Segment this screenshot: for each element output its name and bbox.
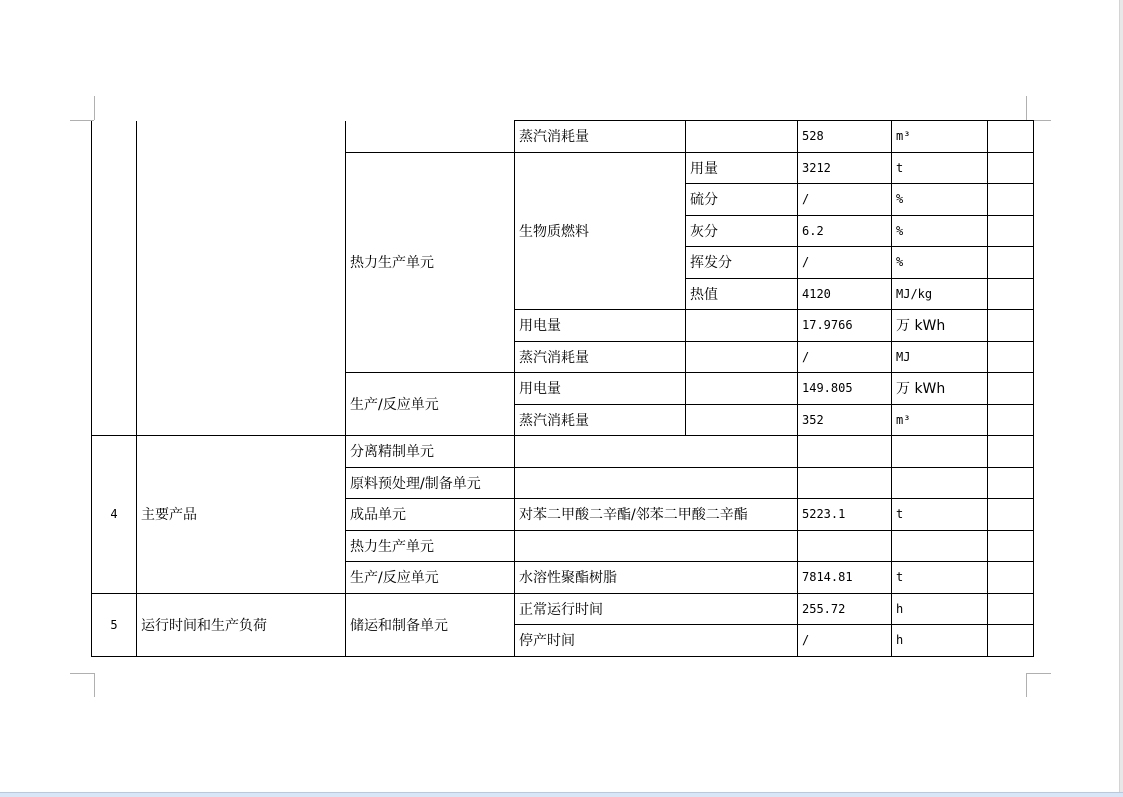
unit-cell: t (892, 499, 988, 531)
value-cell (798, 530, 892, 562)
item-cell: 用电量 (515, 373, 686, 405)
note-cell (988, 467, 1034, 499)
note-cell (988, 341, 1034, 373)
note-cell (988, 404, 1034, 436)
sub-item-cell (686, 404, 798, 436)
unit-cell-continued (346, 121, 515, 153)
note-cell (988, 215, 1034, 247)
unit-cell: h (892, 593, 988, 625)
unit-cell (892, 467, 988, 499)
no-cell-continued (92, 121, 137, 436)
value-cell: 6.2 (798, 215, 892, 247)
section-no-cell: 5 (92, 593, 137, 656)
item-cell: 用电量 (515, 310, 686, 342)
sub-item-cell: 硫分 (686, 184, 798, 216)
crop-mark-bottom-right-v (1026, 673, 1027, 697)
product-cell (515, 467, 798, 499)
item-cell: 生物质燃料 (515, 152, 686, 310)
note-cell (988, 625, 1034, 657)
unit-cell: % (892, 247, 988, 279)
note-cell (988, 593, 1034, 625)
value-cell: / (798, 247, 892, 279)
unit-cell: m³ (892, 404, 988, 436)
product-cell (515, 436, 798, 468)
value-cell: 528 (798, 121, 892, 153)
unit-cell: t (892, 562, 988, 594)
unit-name-cell: 热力生产单元 (346, 152, 515, 373)
crop-mark-bottom-left-h (70, 673, 94, 674)
unit-cell: m³ (892, 121, 988, 153)
value-cell (798, 467, 892, 499)
sub-item-cell (686, 121, 798, 153)
note-cell (988, 436, 1034, 468)
unit-name-cell: 成品单元 (346, 499, 515, 531)
item-cell: 停产时间 (515, 625, 798, 657)
table-row (92, 593, 1034, 625)
bottom-status-strip (0, 792, 1123, 797)
unit-name-cell: 原料预处理/制备单元 (346, 467, 515, 499)
note-cell (988, 310, 1034, 342)
unit-cell: MJ (892, 341, 988, 373)
sub-item-cell (686, 341, 798, 373)
unit-cell: MJ/kg (892, 278, 988, 310)
vertical-scrollbar[interactable] (1119, 0, 1123, 797)
value-cell: 7814.81 (798, 562, 892, 594)
product-cell: 对苯二甲酸二辛酯/邻苯二甲酸二辛酯 (515, 499, 798, 531)
unit-cell (892, 530, 988, 562)
value-cell: 4120 (798, 278, 892, 310)
value-cell: 255.72 (798, 593, 892, 625)
table-row (92, 436, 1034, 468)
note-cell (988, 562, 1034, 594)
note-cell (988, 247, 1034, 279)
unit-name-cell: 生产/反应单元 (346, 373, 515, 436)
data-table (91, 120, 1034, 657)
sub-item-cell: 灰分 (686, 215, 798, 247)
table-row (92, 121, 1034, 153)
item-cell: 正常运行时间 (515, 593, 798, 625)
value-cell: / (798, 625, 892, 657)
section-name-cell: 主要产品 (137, 436, 346, 594)
value-cell: 3212 (798, 152, 892, 184)
unit-cell (892, 436, 988, 468)
unit-cell: 万 kWh (892, 373, 988, 405)
crop-mark-bottom-left-v (94, 673, 95, 697)
value-cell (798, 436, 892, 468)
section-name-cell: 运行时间和生产负荷 (137, 593, 346, 656)
note-cell (988, 499, 1034, 531)
section-no-cell: 4 (92, 436, 137, 594)
note-cell (988, 530, 1034, 562)
note-cell (988, 184, 1034, 216)
category-cell-continued (137, 121, 346, 436)
unit-cell: 万 kWh (892, 310, 988, 342)
note-cell (988, 278, 1034, 310)
item-cell: 蒸汽消耗量 (515, 404, 686, 436)
crop-mark-bottom-right-h (1027, 673, 1051, 674)
unit-name-cell: 分离精制单元 (346, 436, 515, 468)
unit-cell: % (892, 184, 988, 216)
sub-item-cell: 挥发分 (686, 247, 798, 279)
note-cell (988, 373, 1034, 405)
sub-item-cell: 用量 (686, 152, 798, 184)
crop-mark-top-right-v (1026, 96, 1027, 120)
unit-cell: h (892, 625, 988, 657)
product-cell (515, 530, 798, 562)
value-cell: 17.9766 (798, 310, 892, 342)
sub-item-cell: 热值 (686, 278, 798, 310)
value-cell: / (798, 184, 892, 216)
note-cell (988, 121, 1034, 153)
note-cell (988, 152, 1034, 184)
unit-name-cell: 热力生产单元 (346, 530, 515, 562)
unit-name-cell: 生产/反应单元 (346, 562, 515, 594)
item-cell: 蒸汽消耗量 (515, 121, 686, 153)
sub-item-cell (686, 373, 798, 405)
value-cell: 352 (798, 404, 892, 436)
value-cell: / (798, 341, 892, 373)
sub-item-cell (686, 310, 798, 342)
value-cell: 149.805 (798, 373, 892, 405)
unit-cell: % (892, 215, 988, 247)
value-cell: 5223.1 (798, 499, 892, 531)
unit-name-cell: 储运和制备单元 (346, 593, 515, 656)
product-cell: 水溶性聚酯树脂 (515, 562, 798, 594)
crop-mark-top-left-v (94, 96, 95, 120)
unit-cell: t (892, 152, 988, 184)
item-cell: 蒸汽消耗量 (515, 341, 686, 373)
